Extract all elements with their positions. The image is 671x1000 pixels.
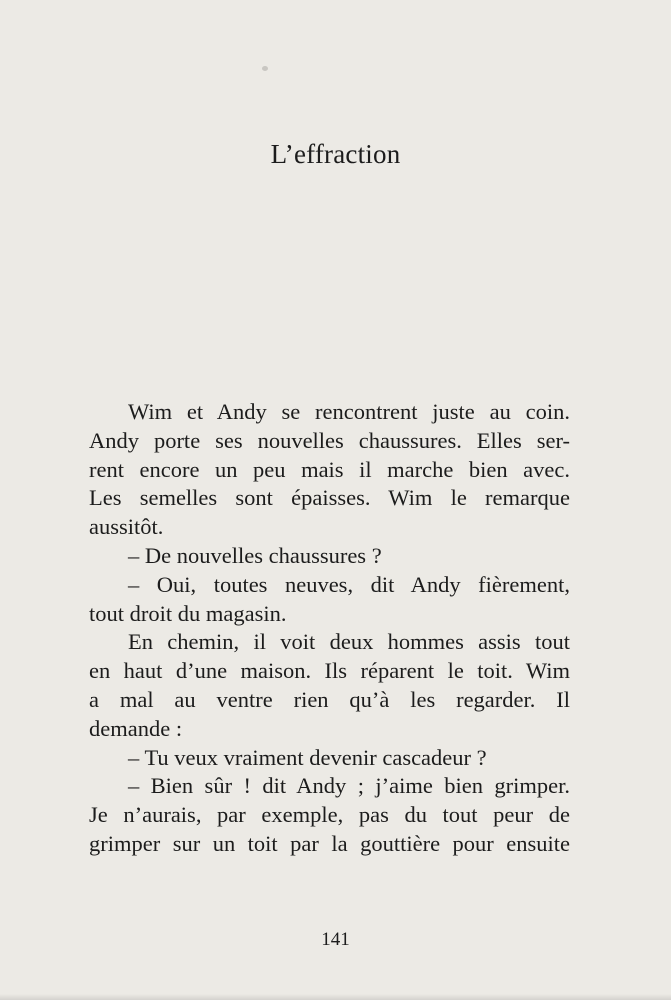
page-edge-shadow [0, 994, 671, 1000]
text-line: grimper sur un toit par la gouttière pour ensuite [89, 830, 570, 856]
text-line: – Bien sûr ! dit Andy ; j’aime bien grimper. [128, 773, 570, 799]
text-line: aussitôt. [89, 514, 164, 540]
text-line: – De nouvelles chaussures ? [128, 542, 382, 568]
text-line: – Oui, toutes neuves, dit Andy fièrement, [128, 571, 570, 597]
text-line: Andy porte ses nouvelles chaussures. Elles ser- [89, 427, 570, 453]
text-line: Wim et Andy se rencontrent juste au coin. [128, 399, 570, 424]
text-line: En chemin, il voit deux hommes assis tout [128, 629, 570, 655]
text-line: Les semelles sont épaisses. Wim le remarque [89, 485, 570, 511]
page-number: 141 [321, 929, 350, 950]
chapter-title: L’effraction [270, 139, 401, 169]
text-line: en haut d’une maison. Ils réparent le toit. Wim [89, 658, 570, 684]
text-line: demande : [89, 715, 183, 741]
text-line: – Tu veux vraiment devenir cascadeur ? [128, 744, 487, 770]
text-line: rent encore un peu mais il marche bien avec. [89, 456, 570, 482]
text-line: a mal au ventre rien qu’à les regarder. Il [89, 686, 570, 712]
text-line: tout droit du magasin. [89, 600, 287, 626]
paper-speck [262, 66, 268, 71]
text-line: Je n’aurais, par exemple, pas du tout peur de [89, 802, 570, 828]
body-text [89, 398, 570, 859]
